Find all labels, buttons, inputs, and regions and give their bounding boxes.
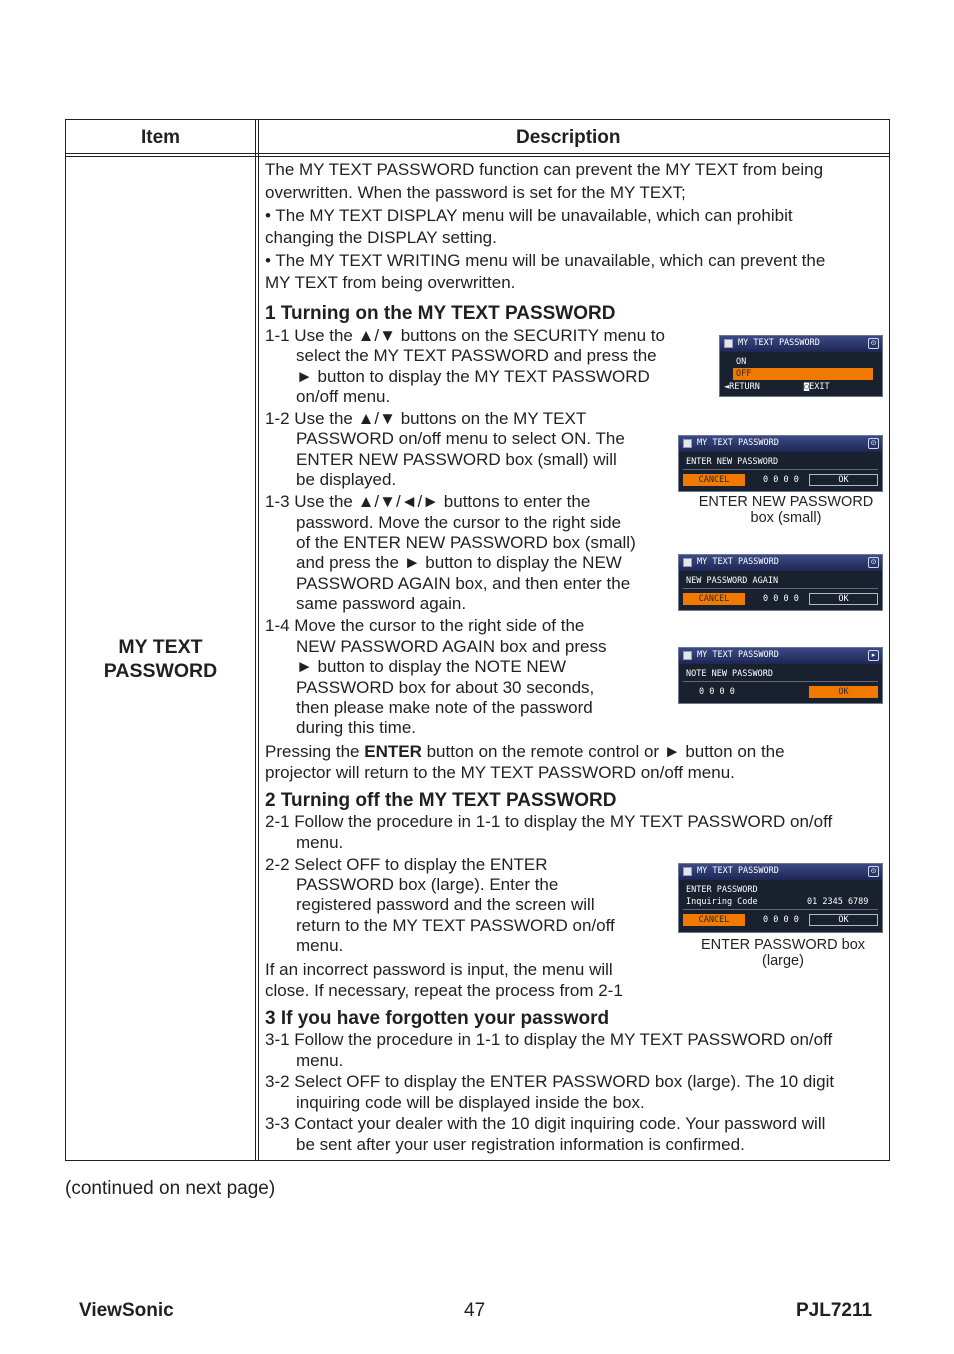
step-text: menu.	[296, 833, 344, 852]
step-text: password. Move the cursor to the right side	[296, 513, 622, 532]
osd-title-bar: MY TEXT PASSWORD ⊙	[679, 555, 882, 571]
step-text: menu.	[296, 1051, 344, 1070]
osd-title-bar: MY TEXT PASSWORD ⊙	[679, 864, 882, 880]
header-divider-double	[66, 156, 889, 157]
ok-button[interactable]: OK	[809, 914, 878, 926]
osd-selection-highlight	[733, 368, 873, 380]
step-text: menu.	[296, 936, 344, 955]
step-text: 2-1 Follow the procedure in 1-1 to display the MY TEXT PASSWORD on/off	[265, 812, 833, 831]
pressing-note: projector will return to the MY TEXT PASSWORD on/off menu.	[265, 763, 735, 782]
step-text: registered password and the screen will	[296, 895, 595, 914]
ok-button[interactable]: OK	[809, 686, 878, 698]
description-column-header: Description	[516, 127, 621, 148]
osd-rule	[683, 588, 878, 589]
intro-line: The MY TEXT PASSWORD function can prevent the MY TEXT from being	[265, 160, 824, 179]
step-text: 2-2 Select OFF to display the ENTER	[265, 855, 548, 874]
section-heading: 3 If you have forgotten your password	[265, 1008, 610, 1029]
password-digits[interactable]: 0 0 0 0	[763, 475, 799, 485]
step-text: 1-4 Move the cursor to the right side of the	[265, 616, 585, 635]
item-label-line: PASSWORD	[103, 660, 218, 682]
control-icon: ⊙	[868, 866, 879, 877]
control-icon: ⊙	[868, 338, 879, 349]
osd-note-new-password	[678, 647, 883, 704]
ok-button[interactable]: OK	[809, 593, 878, 605]
intro-line: overwritten. When the password is set for the MY TEXT;	[265, 183, 686, 202]
enter-keyword: ENTER	[364, 742, 422, 761]
exit-icon: ◙	[804, 382, 810, 392]
step-text: return to the MY TEXT PASSWORD on/off	[296, 916, 615, 935]
step-text: on/off menu.	[296, 387, 391, 406]
osd-caption: ENTER NEW PASSWORD box (small)	[698, 494, 874, 526]
brand-name: ViewSonic	[79, 1300, 174, 1321]
model-name: PJL7211	[796, 1300, 873, 1321]
menu-icon	[724, 339, 733, 348]
osd-option-on[interactable]: ON	[736, 357, 747, 367]
menu-icon	[683, 651, 692, 660]
step-text: be sent after your user registration information is confirmed.	[296, 1135, 745, 1154]
continued-note: (continued on next page)	[65, 1178, 276, 1199]
step-text: 1-1 Use the ▲/▼ buttons on the SECURITY menu to	[265, 326, 665, 345]
intro-line: changing the DISPLAY setting.	[265, 228, 497, 247]
cancel-button[interactable]: CANCEL	[683, 593, 745, 605]
osd-title-bar: MY TEXT PASSWORD ⊙	[679, 436, 882, 452]
control-icon: ⊙	[868, 438, 879, 449]
step-text: and press the ► button to display the NEW	[296, 553, 622, 572]
osd-enter-password-large	[678, 863, 883, 933]
intro-bullet: • The MY TEXT WRITING menu will be unavailable, which can prevent the	[265, 251, 826, 270]
osd-new-password-again	[678, 554, 883, 611]
step-text: PASSWORD on/off menu to select ON. The	[296, 429, 625, 448]
step-text: ► button to display the MY TEXT PASSWORD	[296, 367, 650, 386]
ok-button[interactable]: OK	[809, 474, 878, 486]
password-digits[interactable]: 0 0 0 0	[763, 915, 799, 925]
step-text: 1-2 Use the ▲/▼ buttons on the MY TEXT	[265, 409, 587, 428]
password-digits: 0 0 0 0	[699, 687, 735, 697]
cancel-button[interactable]: CANCEL	[683, 914, 745, 926]
osd-rule	[683, 469, 878, 470]
step-text: ENTER NEW PASSWORD box (small) will	[296, 450, 617, 469]
note-text: If an incorrect password is input, the menu will	[265, 960, 613, 979]
step-text: 3-3 Contact your dealer with the 10 digit inquiring code. Your password will	[265, 1114, 826, 1133]
menu-icon	[683, 558, 692, 567]
control-icon: ▸	[868, 650, 879, 661]
step-text: be displayed.	[296, 470, 397, 489]
step-text: then please make note of the password	[296, 698, 593, 717]
step-text: inquiring code will be displayed inside the box.	[296, 1093, 645, 1112]
step-text: of the ENTER NEW PASSWORD box (small)	[296, 533, 636, 552]
section-heading: 2 Turning off the MY TEXT PASSWORD	[265, 790, 617, 811]
osd-exit-hint[interactable]: ◙EXIT	[804, 382, 830, 392]
pressing-note: Pressing the ENTER button on the remote control or ► button on the	[265, 742, 785, 761]
menu-icon	[683, 867, 692, 876]
osd-rule	[683, 909, 878, 910]
osd-box-label: NOTE NEW PASSWORD	[686, 669, 773, 679]
cancel-button[interactable]: CANCEL	[683, 474, 745, 486]
step-text: 3-1 Follow the procedure in 1-1 to display the MY TEXT PASSWORD on/off	[265, 1030, 833, 1049]
step-text: same password again.	[296, 594, 467, 613]
section-heading: 1 Turning on the MY TEXT PASSWORD	[265, 303, 616, 324]
osd-caption: ENTER PASSWORD box (large)	[700, 937, 866, 969]
step-text: PASSWORD box (large). Enter the	[296, 875, 559, 894]
header-divider	[66, 153, 889, 154]
osd-box-label: ENTER NEW PASSWORD	[686, 457, 779, 467]
osd-rule	[683, 681, 878, 682]
osd-title-bar: MY TEXT PASSWORD ▸	[679, 648, 882, 664]
inquiring-code-value: 01 2345 6789	[807, 897, 869, 907]
menu-icon	[683, 439, 692, 448]
osd-on-off-menu	[719, 335, 883, 397]
step-text: select the MY TEXT PASSWORD and press the	[296, 346, 657, 365]
page-number: 47	[464, 1300, 486, 1321]
osd-title-bar: MY TEXT PASSWORD ⊙	[720, 336, 882, 352]
control-icon: ⊙	[868, 557, 879, 568]
osd-option-off[interactable]: OFF	[736, 369, 752, 379]
item-label-line: MY TEXT	[118, 636, 203, 658]
osd-box-label: ENTER PASSWORD	[686, 885, 758, 895]
item-label	[66, 635, 255, 683]
osd-enter-new-password	[678, 435, 883, 492]
note-text: close. If necessary, repeat the process from 2-1	[265, 981, 623, 1000]
osd-return-hint[interactable]: ◄RETURN	[724, 382, 760, 392]
osd-box-label: NEW PASSWORD AGAIN	[686, 576, 779, 586]
step-text: PASSWORD AGAIN box, and then enter the	[296, 574, 631, 593]
intro-bullet: • The MY TEXT DISPLAY menu will be unavailable, which can prohibit	[265, 206, 793, 225]
inquiring-code-label: Inquiring Code	[686, 897, 758, 907]
step-text: ► button to display the NOTE NEW	[296, 657, 567, 676]
intro-line: MY TEXT from being overwritten.	[265, 273, 516, 292]
step-text: 1-3 Use the ▲/▼/◄/► buttons to enter the	[265, 492, 591, 511]
left-arrow-icon: ◄	[724, 382, 730, 392]
column-divider	[255, 120, 256, 1160]
step-text: PASSWORD box for about 30 seconds,	[296, 678, 595, 697]
step-text: NEW PASSWORD AGAIN box and press	[296, 637, 607, 656]
step-text: during this time.	[296, 718, 416, 737]
step-text: 3-2 Select OFF to display the ENTER PASSWORD box (large). The 10 digit	[265, 1072, 835, 1091]
password-digits[interactable]: 0 0 0 0	[763, 594, 799, 604]
item-column-header: Item	[141, 127, 181, 148]
column-divider-double	[258, 120, 259, 1160]
